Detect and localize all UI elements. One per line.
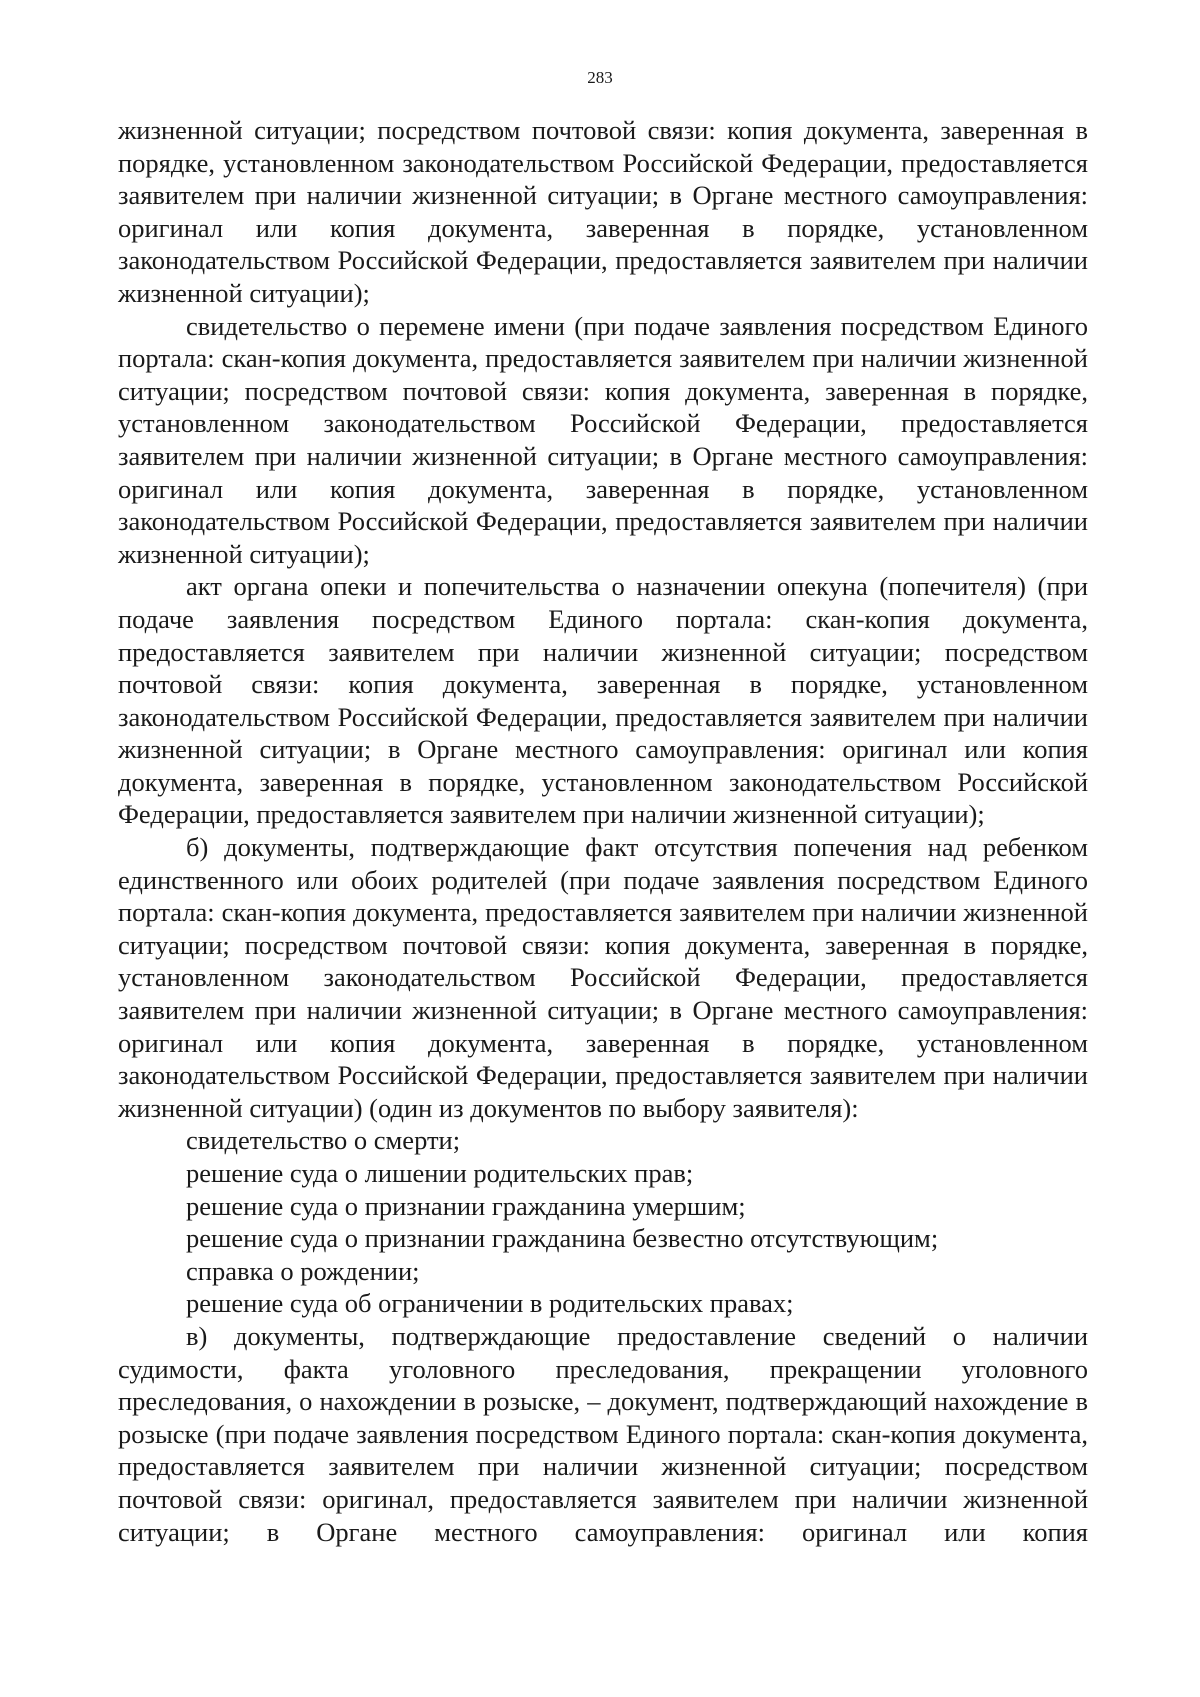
- list-item: свидетельство о смерти;: [186, 1125, 461, 1156]
- paragraph-name-change-certificate: свидетельство о перемене имени (при подаче заявления посредством Единого портала: скан-копия документа, предоставляется заявителем при наличии жизненной ситуации; посредством почтовой связи: копия документа, заверенная в порядке, установленном законодательством Российской Федерации, предоставляется заявителем при наличии жизненной ситуации; в Органе местного самоуправления: оригинал или копия документа, заверенная в порядке, установленном законодательством Российской Федерации, предоставляется заявителем при наличии жизненной ситуации);: [118, 310, 1088, 569]
- document-body: [118, 114, 1088, 1548]
- list-item: решение суда о лишении родительских прав;: [186, 1158, 694, 1188]
- list-item: справка о рождении;: [186, 1255, 420, 1286]
- list-item: решение суда о признании гражданина умершим;: [186, 1190, 746, 1221]
- paragraph-item-v: в) документы, подтверждающие предоставление сведений о наличии судимости, факта уголовного преследования, прекращении уголовного преследования, о нахождении в розыске, – документ, подтверждающий нахождение в розыске (при подаче заявления посредством Единого портала: скан-копия документа, предоставляется заявителем при наличии жизненной ситуации; посредством почтовой связи: оригинал, предоставляется заявителем при наличии жизненной ситуации; в Органе местного самоуправления: оригинал или копия: [118, 1320, 1088, 1547]
- paragraph-item-b: б) документы, подтверждающие факт отсутствия попечения над ребенком единственного или обоих родителей (при подаче заявления посредством Единого портала: скан-копия документа, предоставляется заявителем при наличии жизненной ситуации; посредством почтовой связи: копия документа, заверенная в порядке, установленном законодательством Российской Федерации, предоставляется заявителем при наличии жизненной ситуации; в Органе местного самоуправления: оригинал или копия документа, заверенная в порядке, установленном законодательством Российской Федерации, предоставляется заявителем при наличии жизненной ситуации) (один из документов по выбору заявителя):: [118, 832, 1088, 1123]
- list-item: решение суда о признании гражданина безвестно отсутствующим;: [186, 1223, 939, 1254]
- list-item: решение суда об ограничении в родительских правах;: [186, 1288, 794, 1319]
- paragraph-continuation: жизненной ситуации; посредством почтовой связи: копия документа, заверенная в порядке, установленном законодательством Российской Федерации, предоставляется заявителем при наличии жизненной ситуации; в Органе местного самоуправления: оригинал или копия документа, заверенная в порядке, установленном законодательством Российской Федерации, предоставляется заявителем при наличии жизненной ситуации);: [118, 115, 1088, 308]
- page-number: 283: [587, 68, 613, 87]
- paragraph-guardianship-act: акт органа опеки и попечительства о назначении опекуна (попечителя) (при подаче заявления посредством Единого портала: скан-копия документа, предоставляется заявителем при наличии жизненной ситуации; посредством почтовой связи: копия документа, заверенная в порядке, установленном законодательством Российской Федерации, предоставляется заявителем при наличии жизненной ситуации; в Органе местного самоуправления: оригинал или копия документа, заверенная в порядке, установленном законодательством Российской Федерации, предоставляется заявителем при наличии жизненной ситуации);: [118, 571, 1088, 830]
